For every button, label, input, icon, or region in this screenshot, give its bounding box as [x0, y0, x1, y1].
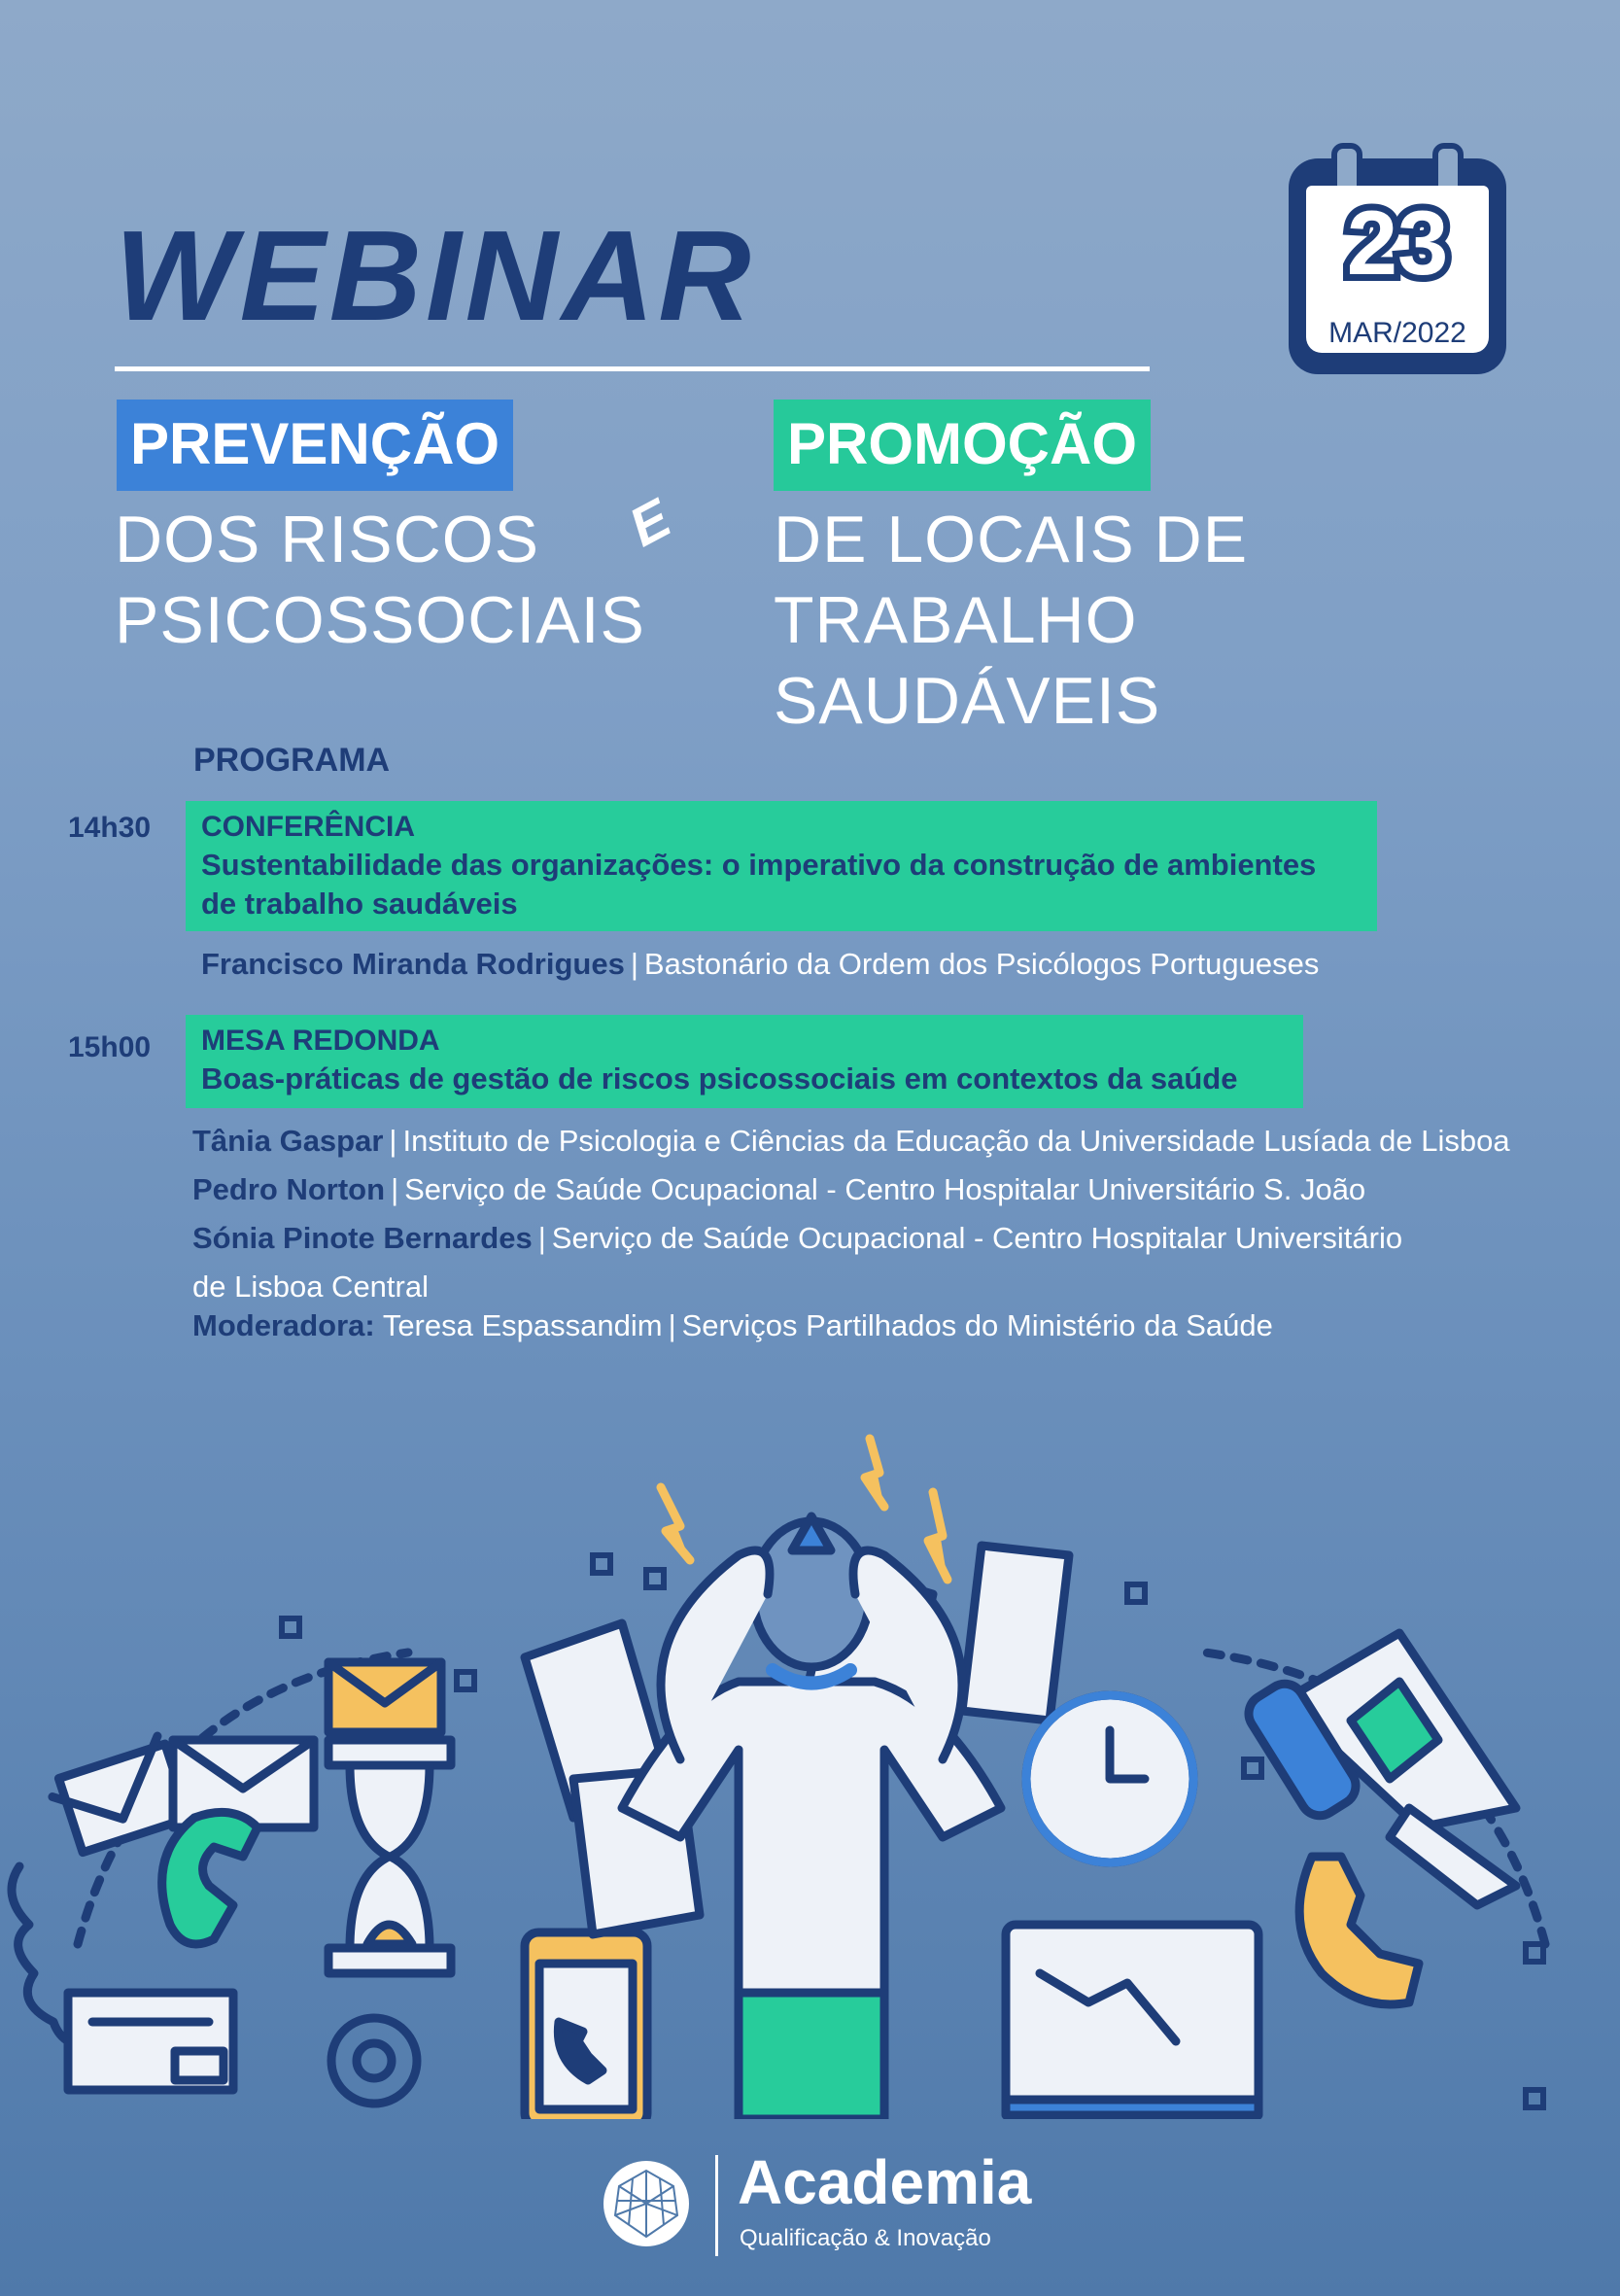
topic-right-line2: SAUDÁVEIS — [774, 664, 1161, 738]
session-box — [186, 1015, 1303, 1108]
session-kind: MESA REDONDA — [201, 1025, 440, 1057]
speaker-role: Bastonário da Ordem dos Psicólogos Portugueses — [643, 947, 1320, 981]
speaker-name: Francisco Miranda Rodrigues — [201, 947, 625, 981]
hourglass-icon — [328, 1740, 451, 1973]
session-title-line1: Boas-práticas de gestão de riscos psicossociais em contextos da saúde — [201, 1061, 1238, 1096]
session-time: 14h30 — [68, 812, 152, 844]
smartphone-icon — [525, 1932, 647, 2119]
brand-tagline: Qualificação & Inovação — [740, 2225, 991, 2251]
calendar-icon — [1289, 158, 1506, 374]
moderator-label: Moderadora: — [192, 1308, 375, 1342]
session-time: 15h00 — [68, 1031, 152, 1063]
clock-icon — [1026, 1695, 1193, 1862]
date-day — [1289, 191, 1506, 294]
date-day-text: 23 — [1346, 191, 1449, 294]
speaker-name: Pedro Norton — [192, 1172, 386, 1206]
speaker-role: Instituto de Psicologia e Ciências da Educação da Universidade Lusíada de Lisboa — [402, 1124, 1510, 1158]
academia-logo-mark — [600, 2157, 693, 2250]
megaphone-icon — [1241, 1633, 1516, 1905]
speaker-role: Serviço de Saúde Ocupacional - Centro Hospitalar Universitário — [551, 1221, 1403, 1255]
logo-divider — [715, 2155, 718, 2256]
lightning-icon — [661, 1487, 690, 1560]
topic-tag-prevencao: PREVENÇÃO — [117, 400, 513, 491]
session-kind: CONFERÊNCIA — [201, 811, 416, 843]
at-sign-icon — [331, 2018, 417, 2104]
topic-left-subtitle — [115, 500, 645, 661]
conjunction: E — [619, 486, 680, 559]
speaker-name: Tânia Gaspar — [192, 1124, 384, 1158]
topic-tag-promocao: PROMOÇÃO — [774, 400, 1151, 491]
topic-right-subtitle — [774, 500, 1620, 742]
lightning-icon — [928, 1492, 948, 1580]
webinar-title: WEBINAR — [115, 204, 755, 347]
monitor-chart-icon — [1006, 1925, 1258, 2115]
speaker-role: Serviço de Saúde Ocupacional - Centro Hospitalar Universitário S. João — [404, 1172, 1366, 1206]
session-title-line1: Sustentabilidade das organizações: o imperativo da construção de ambientes — [201, 848, 1317, 882]
lightning-icon — [865, 1439, 884, 1507]
speaker-line: Tânia Gaspar | Instituto de Psicologia e Ciências da Educação da Universidade Lusíada de Lisboa — [192, 1124, 1510, 1158]
moderator-role: Serviços Partilhados do Ministério da Saúde — [681, 1308, 1273, 1342]
stressed-person-illustration — [0, 1400, 1620, 2119]
speaker-role-line2: de Lisboa Central — [192, 1270, 429, 1304]
session-box — [186, 801, 1377, 931]
topic-left-line1: DOS RISCOS — [115, 503, 539, 576]
topic-right-line1: DE LOCAIS DE TRABALHO — [774, 503, 1249, 657]
moderator-name: Teresa Espassandim — [382, 1308, 663, 1342]
stressed-person — [622, 1516, 1001, 2119]
speaker-line: Francisco Miranda Rodrigues | Bastonário da Ordem dos Psicólogos Portugueses — [201, 947, 1320, 981]
program-heading: PROGRAMA — [193, 742, 391, 779]
phone-icon — [1299, 1857, 1419, 2004]
session-title-line2: de trabalho saudáveis — [201, 887, 518, 921]
title-divider — [115, 366, 1150, 371]
phone-icon — [162, 1812, 258, 1944]
moderator-line: Moderadora: Teresa Espassandim | Serviços Partilhados do Ministério da Saúde — [192, 1308, 1273, 1342]
envelope-icon — [328, 1662, 441, 1732]
speaker-line: Pedro Norton | Serviço de Saúde Ocupacional - Centro Hospitalar Universitário S. João — [192, 1172, 1366, 1206]
topic-left-line2: PSICOSSOCIAIS — [115, 583, 645, 657]
date-month: MAR/2022 — [1328, 317, 1466, 349]
brand-name: Academia — [738, 2147, 1032, 2217]
speaker-name: Sónia Pinote Bernardes — [192, 1221, 533, 1255]
speaker-line: Sónia Pinote Bernardes | Serviço de Saúde Ocupacional - Centro Hospitalar Universitário — [192, 1221, 1403, 1255]
